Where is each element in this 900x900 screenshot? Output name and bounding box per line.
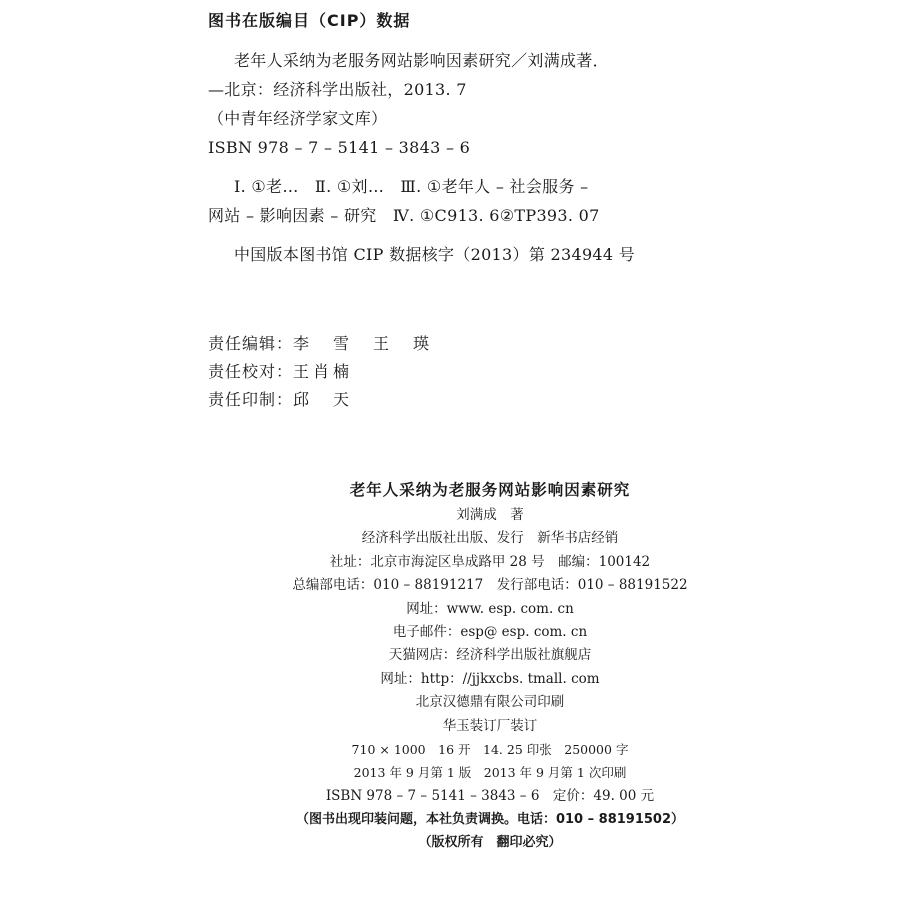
cip-title-line: 老年人采纳为老服务网站影响因素研究／刘满成著．	[234, 51, 609, 70]
colophon-publisher: 经济科学出版社出版、发行 新华书店经销	[361, 530, 619, 547]
colophon-tmall-store: 天猫网店：经济科学出版社旗舰店	[388, 647, 592, 664]
cip-heading: 图书在版编目（CIP）数据	[208, 11, 411, 30]
colophon-notice: （图书出现印装问题，本社负责调换。电话：010 – 88191502）	[295, 812, 685, 828]
cip-subject-line-1: Ⅰ. ①老… Ⅱ. ①刘… Ⅲ. ①老年人 – 社会服务 –	[234, 177, 589, 196]
cip-isbn-line: ISBN 978 – 7 – 5141 – 3843 – 6	[208, 138, 471, 157]
colophon-author: 刘满成 著	[456, 507, 524, 523]
cip-record-line: 中国版本图书馆 CIP 数据核字（2013）第 234944 号	[234, 245, 636, 264]
cip-data-block	[208, 6, 868, 269]
responsible-printing-value: 邱 天	[293, 390, 354, 409]
responsible-proofreader-value: 王肖楠	[293, 362, 354, 381]
responsible-editor-value: 李 雪 王 瑛	[293, 334, 434, 353]
cip-series-line: （中青年经济学家文库）	[208, 109, 388, 128]
responsible-editor	[208, 330, 608, 358]
colophon-email: 电子邮件：esp@ esp. com. cn	[392, 623, 588, 640]
colophon-isbn-price: ISBN 978 – 7 – 5141 – 3843 – 6 定价：49. 00 元	[325, 787, 655, 804]
colophon-title: 老年人采纳为老服务网站影响因素研究	[349, 481, 631, 499]
responsible-printing	[208, 386, 608, 414]
colophon-tmall-url: 网址：http：//jjkxcbs. tmall. com	[380, 670, 600, 687]
colophon-rights: （版权所有 翻印必究）	[418, 835, 562, 851]
cip-publisher-line: —北京：经济科学出版社，2013. 7	[208, 80, 467, 99]
colophon-phone: 总编部电话：010 – 88191217 发行部电话：010 – 88191522	[292, 577, 688, 594]
responsible-printing-label: 责任印制：	[208, 390, 294, 409]
colophon-format: 710 × 1000 16 开 14. 25 印张 250000 字	[351, 741, 629, 757]
responsible-proofreader	[208, 358, 608, 386]
colophon-edition: 2013 年 9 月第 1 版 2013 年 9 月第 1 次印刷	[353, 765, 627, 781]
colophon-printer: 北京汉德鼎有限公司印刷	[415, 694, 565, 711]
colophon-binder: 华玉装订厂装订	[442, 717, 538, 734]
colophon-website: 网址：www. esp. com. cn	[406, 600, 574, 617]
responsible-proofreader-label: 责任校对：	[208, 362, 294, 381]
cip-subject-line-2: 网站 – 影响因素 – 研究 Ⅳ. ①C913. 6②TP393. 07	[208, 206, 600, 225]
colophon-block	[260, 478, 720, 855]
colophon-address: 社址：北京市海淀区阜成路甲 28 号 邮编：100142	[329, 553, 651, 570]
responsible-editor-label: 责任编辑：	[208, 334, 294, 353]
responsibility-block	[208, 330, 608, 414]
